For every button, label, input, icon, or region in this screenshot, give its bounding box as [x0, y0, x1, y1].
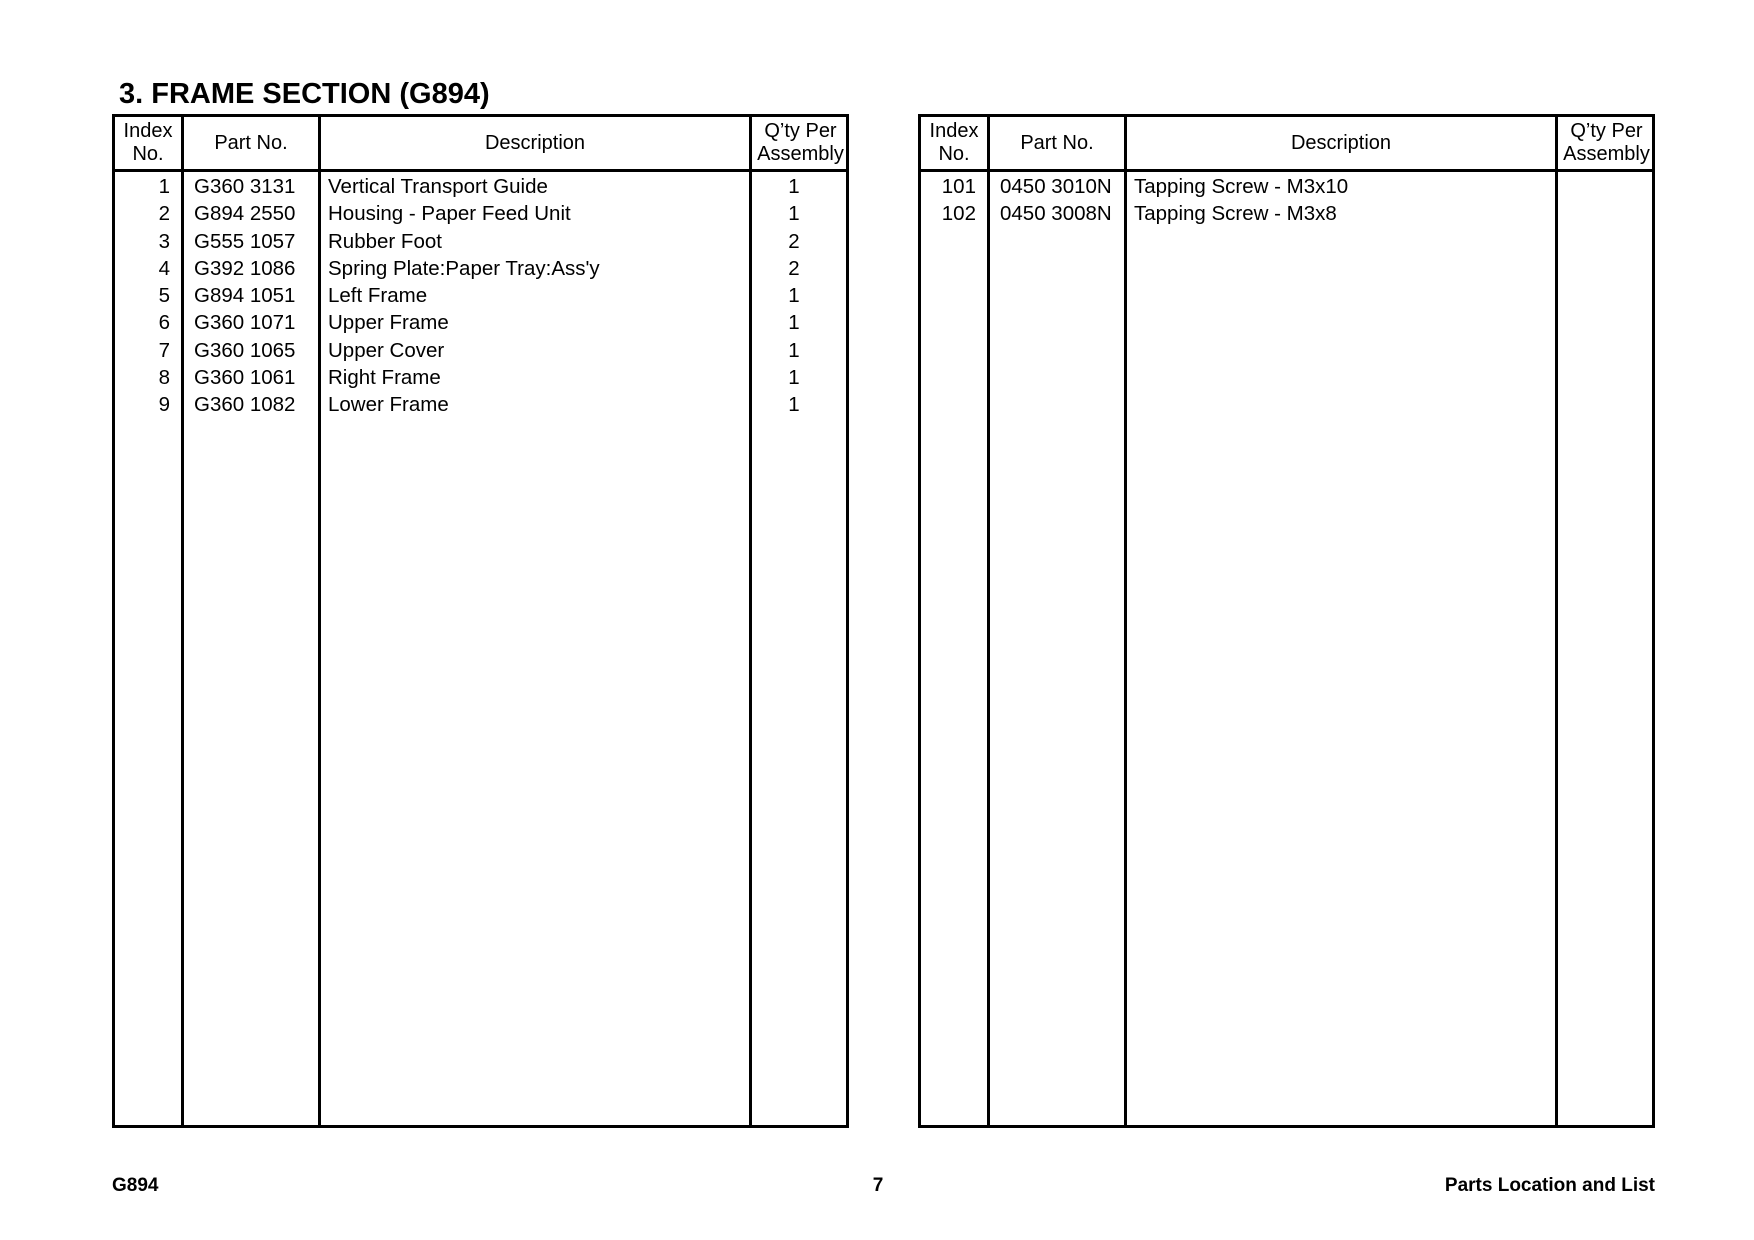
- footer-page-number: 7: [872, 1175, 884, 1196]
- qty-cell: 1: [788, 202, 800, 226]
- index-cell: 8: [158, 366, 170, 390]
- table-header: [921, 117, 1652, 169]
- index-cell: 2: [158, 202, 170, 226]
- table-body: [921, 173, 1652, 228]
- header-divider: [921, 169, 1652, 172]
- part-no-cell: G360 1071: [194, 311, 296, 335]
- table-row: [921, 173, 1652, 200]
- index-cell: 7: [158, 338, 170, 362]
- description-cell: Upper Frame: [328, 311, 449, 335]
- header-index: Index No.: [929, 120, 979, 165]
- column-divider: [987, 117, 990, 1125]
- qty-cell: 1: [788, 311, 800, 335]
- description-cell: Tapping Screw - M3x10: [1134, 175, 1349, 198]
- part-no-cell: G360 1082: [194, 393, 296, 417]
- part-no-cell: 0450 3008N: [1000, 202, 1112, 226]
- table-row: [115, 309, 846, 336]
- part-no-cell: G360 1061: [194, 366, 296, 390]
- index-cell: 1: [158, 175, 170, 198]
- index-cell: 102: [941, 202, 976, 226]
- index-cell: 5: [158, 284, 170, 308]
- table-row: [115, 228, 846, 255]
- qty-cell: 1: [788, 338, 800, 362]
- header-index: Index No.: [123, 120, 173, 165]
- description-cell: Left Frame: [328, 284, 428, 308]
- table-row: [115, 337, 846, 364]
- qty-cell: 2: [788, 256, 800, 280]
- part-no-cell: G894 1051: [194, 284, 296, 308]
- table-row: [115, 364, 846, 391]
- qty-cell: [1558, 173, 1642, 200]
- table-row: [921, 200, 1652, 227]
- description-cell: Housing - Paper Feed Unit: [328, 202, 571, 226]
- header-qty: Q’ty Per Assembly: [1563, 120, 1650, 165]
- parts-table-right: [918, 114, 1655, 1128]
- header-part-no: Part No.: [214, 131, 288, 154]
- header-description: Description: [484, 131, 586, 154]
- part-no-cell: G894 2550: [194, 202, 296, 226]
- parts-table-left: [112, 114, 849, 1128]
- qty-cell: 1: [788, 366, 800, 390]
- table-row: [115, 255, 846, 282]
- part-no-cell: G392 1086: [194, 256, 296, 280]
- index-cell: 3: [158, 229, 170, 253]
- header-part-no: Part No.: [1020, 131, 1094, 154]
- index-cell: 4: [158, 256, 170, 280]
- qty-cell: 1: [788, 175, 800, 198]
- description-cell: Tapping Screw - M3x8: [1134, 202, 1337, 226]
- table-row: [115, 391, 846, 418]
- part-no-cell: G555 1057: [194, 229, 296, 253]
- description-cell: Lower Frame: [328, 393, 449, 417]
- description-cell: Rubber Foot: [328, 229, 442, 253]
- description-cell: Upper Cover: [328, 338, 445, 362]
- column-divider: [1124, 117, 1127, 1125]
- part-no-cell: G360 1065: [194, 338, 296, 362]
- footer-section-title: Parts Location and List: [1444, 1175, 1655, 1196]
- part-no-cell: G360 3131: [194, 175, 296, 198]
- table-row: [115, 200, 846, 227]
- part-no-cell: 0450 3010N: [1000, 175, 1112, 198]
- qty-cell: 1: [788, 393, 800, 417]
- column-divider: [1555, 117, 1558, 1125]
- footer-model: G894: [112, 1175, 159, 1196]
- table-header: [115, 117, 846, 169]
- table-body: [115, 173, 846, 419]
- qty-cell: 1: [788, 284, 800, 308]
- description-cell: Vertical Transport Guide: [328, 175, 548, 198]
- header-qty: Q’ty Per Assembly: [757, 120, 844, 165]
- header-description: Description: [1290, 131, 1392, 154]
- header-divider: [115, 169, 846, 172]
- index-cell: 6: [158, 311, 170, 335]
- table-row: [115, 282, 846, 309]
- page-title: 3. FRAME SECTION (G894): [119, 78, 490, 110]
- table-row: [115, 173, 846, 200]
- qty-cell: [1558, 200, 1642, 227]
- description-cell: Spring Plate:Paper Tray:Ass'y: [328, 256, 600, 280]
- index-cell: 9: [158, 393, 170, 417]
- description-cell: Right Frame: [328, 366, 441, 390]
- qty-cell: 2: [788, 229, 800, 253]
- index-cell: 101: [941, 175, 976, 198]
